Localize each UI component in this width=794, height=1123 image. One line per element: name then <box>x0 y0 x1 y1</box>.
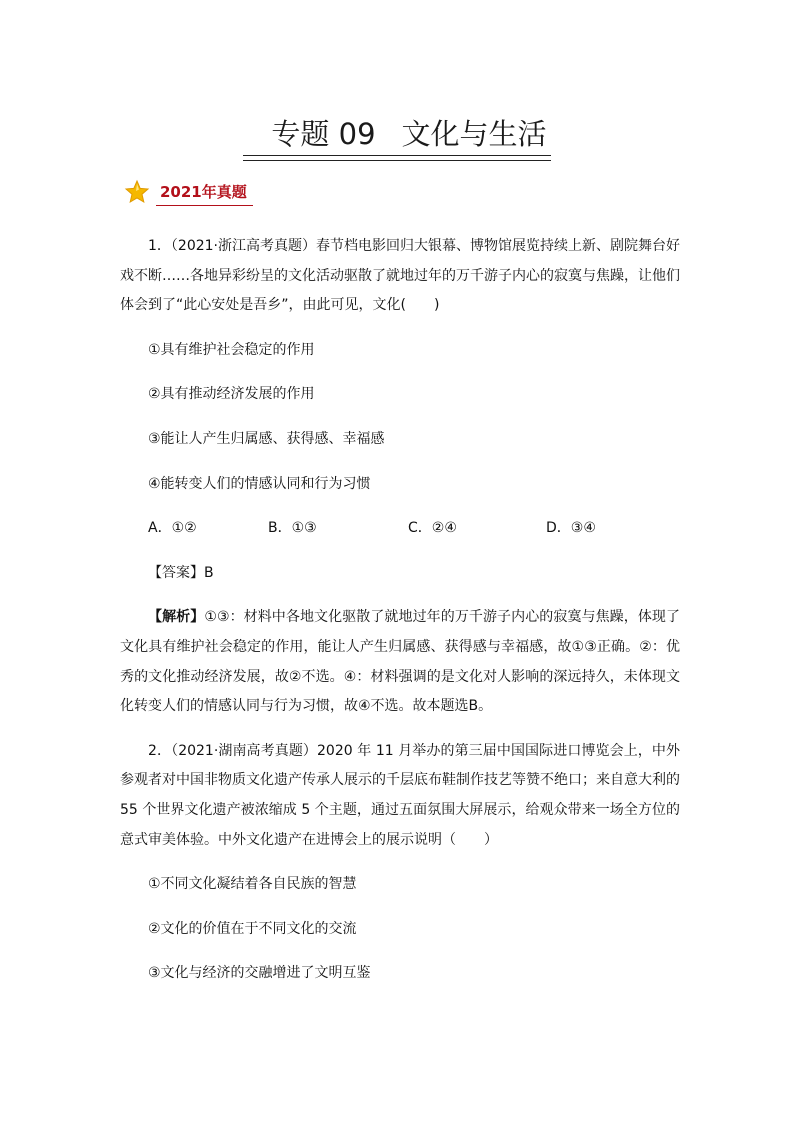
title-topic: 专题 09 <box>271 117 376 151</box>
star-icon <box>124 179 150 205</box>
question-2-stem: 2．（2021·湖南高考真题）2020 年 11 月举办的第三届中国国际进口博览会上，中外参观者对中国非物质文化遗产传承人展示的千层底布鞋制作技艺等赞不绝口；来自意大利的 55 个世界文化遗产被浓缩成 5 个主题，通过五面氛围大屏展示，给观众带来一场全方位的意式审美体验。中外文化遗产在进博会上的展示说明（ ） <box>120 742 680 848</box>
answer-value: B <box>204 564 214 581</box>
q2-item: ③文化与经济的交融增进了文明互鉴 <box>148 965 371 982</box>
q1-options <box>120 514 680 544</box>
q1-item: ③能让人产生归属感、获得感、幸福感 <box>148 430 385 447</box>
q1-option-b: B．①③ <box>268 520 317 537</box>
q2-item: ②文化的价值在于不同文化的交流 <box>148 920 357 937</box>
page-title <box>0 112 794 156</box>
document-body <box>120 232 680 989</box>
q1-option-d: D．③④ <box>546 520 596 537</box>
analysis-label: 【解析】 <box>148 609 205 626</box>
q1-item: ②具有推动经济发展的作用 <box>148 386 315 403</box>
section-header <box>124 178 253 206</box>
answer-label: 【答案】 <box>148 564 204 581</box>
section-label: 2021年真题 <box>156 181 253 206</box>
q1-item: ①具有维护社会稳定的作用 <box>148 341 315 358</box>
q1-analysis <box>120 603 680 721</box>
q1-option-c: C．②④ <box>408 520 457 537</box>
q2-item: ①不同文化凝结着各自民族的智慧 <box>148 876 357 893</box>
analysis-text: ①③：材料中各地文化驱散了就地过年的万千游子内心的寂寞与焦躁，体现了文化具有维护社会稳定的作用，能让人产生归属感、获得感与幸福感，故①③正确。②：优秀的文化推动经济发展，故②不选。④：材料强调的是文化对人影响的深远持久，未体现文化转变人们的情感认同与行为习惯，故④不选。故本题选B。 <box>120 609 680 715</box>
question-1-stem: 1．（2021·浙江高考真题）春节档电影回归大银幕、博物馆展览持续上新、剧院舞台好戏不断……各地异彩纷呈的文化活动驱散了就地过年的万千游子内心的寂寞与焦躁，让他们体会到了“此心安处是吾乡”，由此可见，文化( ) <box>120 238 680 314</box>
q1-item: ④能转变人们的情感认同和行为习惯 <box>148 475 371 492</box>
title-name: 文化与生活 <box>401 117 547 151</box>
q1-option-a: A．①② <box>148 520 197 537</box>
q1-answer <box>120 559 680 589</box>
title-underlined <box>243 112 550 156</box>
